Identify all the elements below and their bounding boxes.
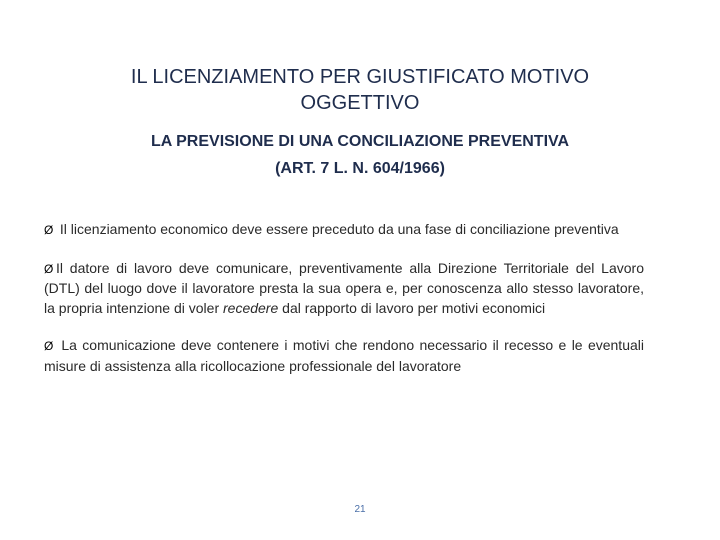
slide-subtitle-line-1: LA PREVISIONE DI UNA CONCILIAZIONE PREVENTIVA xyxy=(150,133,570,150)
arrow-bullet-icon: Ø xyxy=(44,223,54,237)
bullet-item-2-text: Il datore di lavoro deve comunicare, preventivamente alla Direzione Territoriale del Lavoro (DTL) del luogo dove il lavoratore presta la sua opera e, per conoscenza allo stesso lavoratore, la propria intenzione di voler xyxy=(44,259,644,316)
slide-title xyxy=(40,64,680,116)
arrow-bullet-icon: Ø xyxy=(44,261,54,276)
bullet-item-2 xyxy=(44,259,644,319)
bullet-item-3-text: La comunicazione deve contenere i motivi che rendono necessario il recesso e le eventuali misure di assistenza alla ricollocazione professionale del lavoratore xyxy=(44,337,644,374)
slide-title-line-2: OGGETTIVO xyxy=(300,92,420,114)
slide-subtitle xyxy=(60,128,660,182)
bullet-item-2-italic-word: recedere xyxy=(223,299,279,316)
bullet-item-1 xyxy=(44,220,644,241)
slide-title-line-1: IL LICENZIAMENTO PER GIUSTIFICATO MOTIVO xyxy=(130,66,590,88)
arrow-bullet-icon: Ø xyxy=(44,339,54,353)
bullet-list xyxy=(44,220,644,394)
bullet-item-2-text-end: dal rapporto di lavoro per motivi economici xyxy=(278,299,546,316)
slide-subtitle-line-2: (ART. 7 L. N. 604/1966) xyxy=(275,160,445,177)
page-number: 21 xyxy=(354,504,366,515)
bullet-item-1-text: Il licenziamento economico deve essere preceduto da una fase di conciliazione preventiva xyxy=(59,221,619,237)
bullet-item-3 xyxy=(44,336,644,376)
